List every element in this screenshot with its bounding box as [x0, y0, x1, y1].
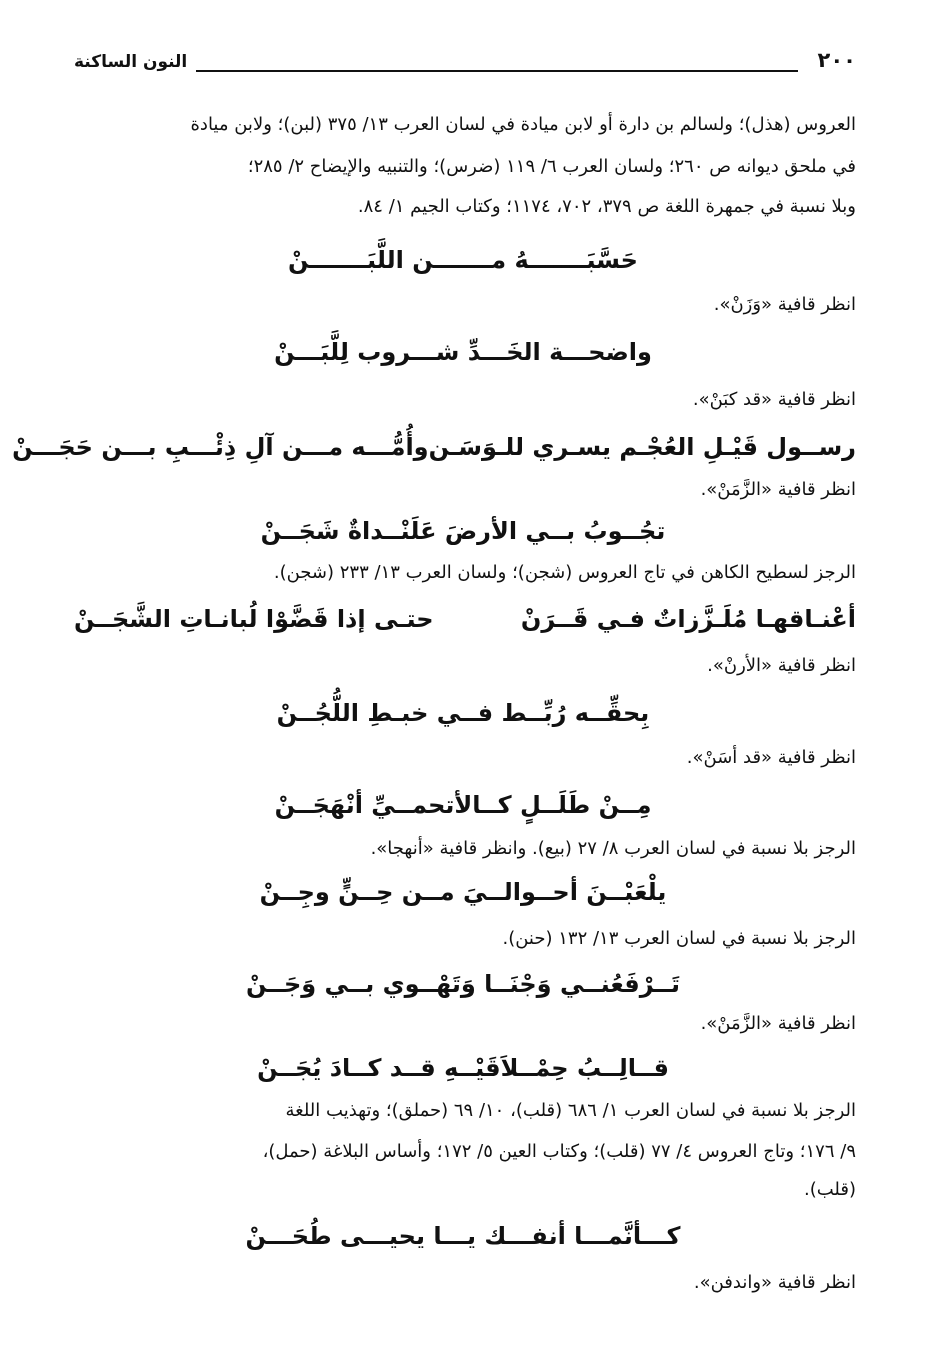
intro-line-3: وبلا نسبة في جمهرة اللغة ص ٣٧٩، ٧٠٢، ١١٧٤؛ وكتاب الجيم ١/ ٨٤.: [357, 196, 856, 217]
running-title: النون الساكنة: [74, 52, 188, 72]
intro-line-1: العروس (هذل)؛ ولسالم بن دارة أو لابن ميادة في لسان العرب ١٣/ ٣٧٥ (لبن)؛ ولابن ميادة: [190, 114, 856, 135]
verse-5-second-hemistich: حتـى إذا قَضَّوْا لُبانـاتِ الشَّجَــنْ: [74, 605, 434, 633]
source-8: الرجز بلا نسبة في لسان العرب ١٣/ ١٣٢ (حنن).: [502, 928, 856, 949]
source-7: الرجز بلا نسبة في لسان العرب ٨/ ٢٧ (بيع). وانظر قافية «أنهجا».: [370, 838, 856, 859]
verse-5: [74, 605, 856, 633]
intro-line-2: في ملحق ديوانه ص ٢٦٠؛ ولسان العرب ٦/ ١١٩ (ضرس)؛ والتنبيه والإيضاح ٢/ ٢٨٥؛: [247, 156, 856, 177]
note-5: انظر قافية «الأرنْ».: [707, 655, 856, 676]
verse-2: واضحـــة الخَـــدِّ شـــروب لِلَّبَـــنْ: [274, 338, 652, 366]
verse-5-first-hemistich: أعْنـاقهـا مُلَـزَّزاتٌ فـي قَــرَنْ: [520, 605, 856, 633]
verse-3-first-hemistich: رســول قَيْـلِ العُجْـم يسـري للـوَسَـن: [428, 433, 856, 461]
verse-10: قــالِــبُ حِمْــلاَقَيْــهِ قــد كــادَ يُجَــنْ: [257, 1054, 669, 1082]
source-10-line-1: الرجز بلا نسبة في لسان العرب ١/ ٦٨٦ (قلب)، ١٠/ ٦٩ (حملق)؛ وتهذيب اللغة: [285, 1100, 856, 1121]
page-number: ٢٠٠: [817, 48, 856, 72]
note-6: انظر قافية «قد أسَنْ».: [686, 747, 856, 768]
verse-6: بِحقِّــه رُبِّــط فــي خبـطِ اللُّجُــنْ: [276, 699, 650, 727]
verse-4: تجُــوبُ بــي الأرضَ عَلَنْــداةٌ شَجَــنْ: [260, 517, 666, 545]
verse-3-second-hemistich: وأُمُّـــه مـــن آلِ ذِئْـــبِ بـــن حَجَـــنْ: [12, 433, 429, 461]
note-2: انظر قافية «قد كبَنْ».: [692, 389, 856, 410]
verse-1: حَسَّبَـــــــهُ مـــــــن اللَّبَـــــــنْ: [288, 246, 638, 274]
note-3: انظر قافية «الزَّمَنْ».: [700, 479, 856, 500]
note-1: انظر قافية «وَزَنْ».: [713, 294, 856, 315]
verse-3: [12, 433, 856, 461]
page-header: [74, 48, 856, 84]
note-9: انظر قافية «الزَّمَنْ».: [700, 1013, 856, 1034]
source-4: الرجز لسطيح الكاهن في تاج العروس (شجن)؛ ولسان العرب ١٣/ ٢٣٣ (شجن).: [273, 562, 856, 583]
verse-7: مِــنْ طَلَــلٍ كــالأتحمــيِّ أنْهَجَــنْ: [274, 791, 652, 819]
verse-11: كـــأنَّمـــا أنفـــك يـــا يحيـــى طُحَـــنْ: [245, 1222, 681, 1250]
verse-9: تَــرْفَعُنــي وَجْنَــا وَتَهْــوي بــي وَجَــنْ: [245, 970, 681, 998]
source-10-line-2: ٩/ ١٧٦؛ وتاج العروس ٤/ ٧٧ (قلب)؛ وكتاب العين ٥/ ١٧٢؛ وأساس البلاغة (حمل)،: [262, 1141, 856, 1162]
note-11: انظر قافية «واندفن».: [693, 1272, 856, 1293]
source-10-line-3: (قلب).: [803, 1179, 856, 1200]
verse-8: يلْعَبْــنَ أحــوالــيَ مــن حِــنٍّ وجِــنْ: [259, 878, 667, 906]
header-rule: [196, 70, 798, 72]
